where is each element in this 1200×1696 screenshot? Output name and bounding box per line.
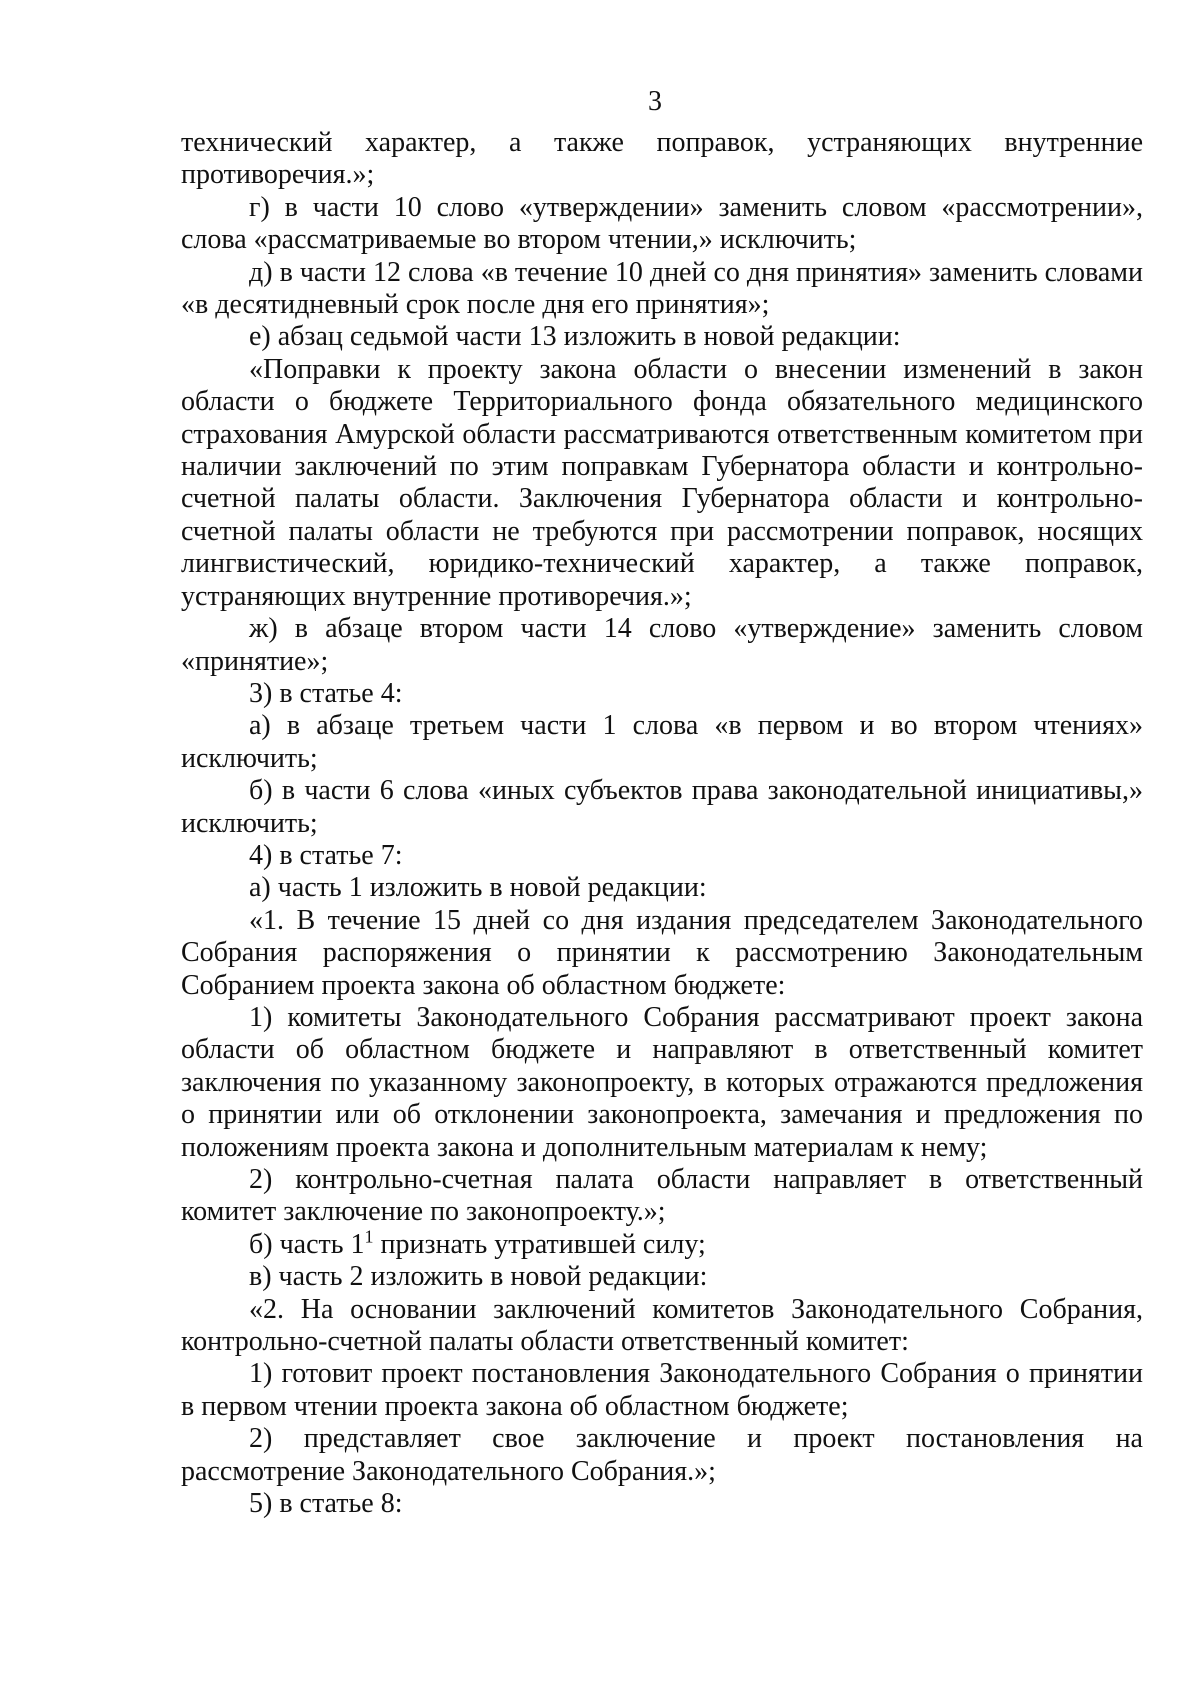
page-number: 3 bbox=[648, 86, 662, 117]
quoted-paragraph: «1. В течение 15 дней со дня издания председателем Законодательного Собрания распоряжения о принятии к рассмотрению Законодательным Собранием проекта закона об областном бюджете: bbox=[181, 904, 1143, 1001]
paragraph: 2) контрольно-счетная палата области направляет в ответственный комитет заключение по законопроекту.»; bbox=[181, 1164, 1143, 1228]
paragraph: технический характер, а также поправок, устраняющих внутренние противоречия.»; bbox=[181, 127, 1143, 191]
paragraph: 3) в статье 4: bbox=[249, 677, 403, 709]
paragraph-text-after: признать утратившей силу; bbox=[373, 1228, 706, 1260]
paragraph: а) часть 1 изложить в новой редакции: bbox=[249, 872, 707, 904]
paragraph: г) в части 10 слово «утверждении» заменить словом «рассмотрении», слова «рассматриваемые во втором чтении,» исключить; bbox=[181, 191, 1143, 256]
paragraph: 1) готовит проект постановления Законодательного Собрания о принятии в первом чтении проекта закона об областном бюджете; bbox=[181, 1358, 1143, 1422]
paragraph: ж) в абзаце втором части 14 слово «утверждение» заменить словом «принятие»; bbox=[181, 613, 1143, 677]
paragraph: е) абзац седьмой части 13 изложить в новой редакции: bbox=[249, 321, 901, 353]
paragraph: д) в части 12 слова «в течение 10 дней со дня принятия» заменить словами «в десятидневный срок после дня его принятия»; bbox=[181, 256, 1143, 321]
paragraph: а) в абзаце третьем части 1 слова «в первом и во втором чтениях» исключить; bbox=[181, 710, 1143, 774]
paragraph: 1) комитеты Законодательного Собрания рассматривают проект закона области об областном бюджете и направляют в ответственный комитет заключения по указанному законопроекту, в которых отражаются предложения о принятии или об отклонении законопроекта, замечания и предложения по положениям проекта закона и дополнительным материалам к нему; bbox=[181, 1001, 1143, 1163]
document-body bbox=[181, 127, 1143, 1520]
paragraph-with-superscript bbox=[181, 1226, 1143, 1261]
paragraph: 5) в статье 8: bbox=[249, 1488, 403, 1520]
paragraph-text-before: б) часть 1 bbox=[249, 1228, 365, 1260]
superscript-number: 1 bbox=[364, 1226, 374, 1247]
quoted-paragraph: «2. На основании заключений комитетов Законодательного Собрания, контрольно-счетной палаты области ответственный комитет: bbox=[181, 1293, 1143, 1358]
paragraph: 4) в статье 7: bbox=[249, 839, 403, 871]
paragraph: б) в части 6 слова «иных субъектов права законодательной инициативы,» исключить; bbox=[181, 775, 1143, 839]
paragraph: 2) представляет свое заключение и проект постановления на рассмотрение Законодательного Собрания.»; bbox=[181, 1423, 1143, 1487]
quoted-paragraph: «Поправки к проекту закона области о внесении изменений в закон области о бюджете Территориального фонда обязательного медицинского страхования Амурской области рассматриваются ответственным комитетом при наличии заключений по этим поправкам Губернатора области и контрольно-счетной палаты области. Заключения Губернатора области и контрольно-счетной палаты области не требуются при рассмотрении поправок, носящих лингвистический, юридико-технический характер, а также поправок, устраняющих внутренние противоречия.»; bbox=[181, 353, 1143, 612]
paragraph: в) часть 2 изложить в новой редакции: bbox=[249, 1261, 708, 1293]
